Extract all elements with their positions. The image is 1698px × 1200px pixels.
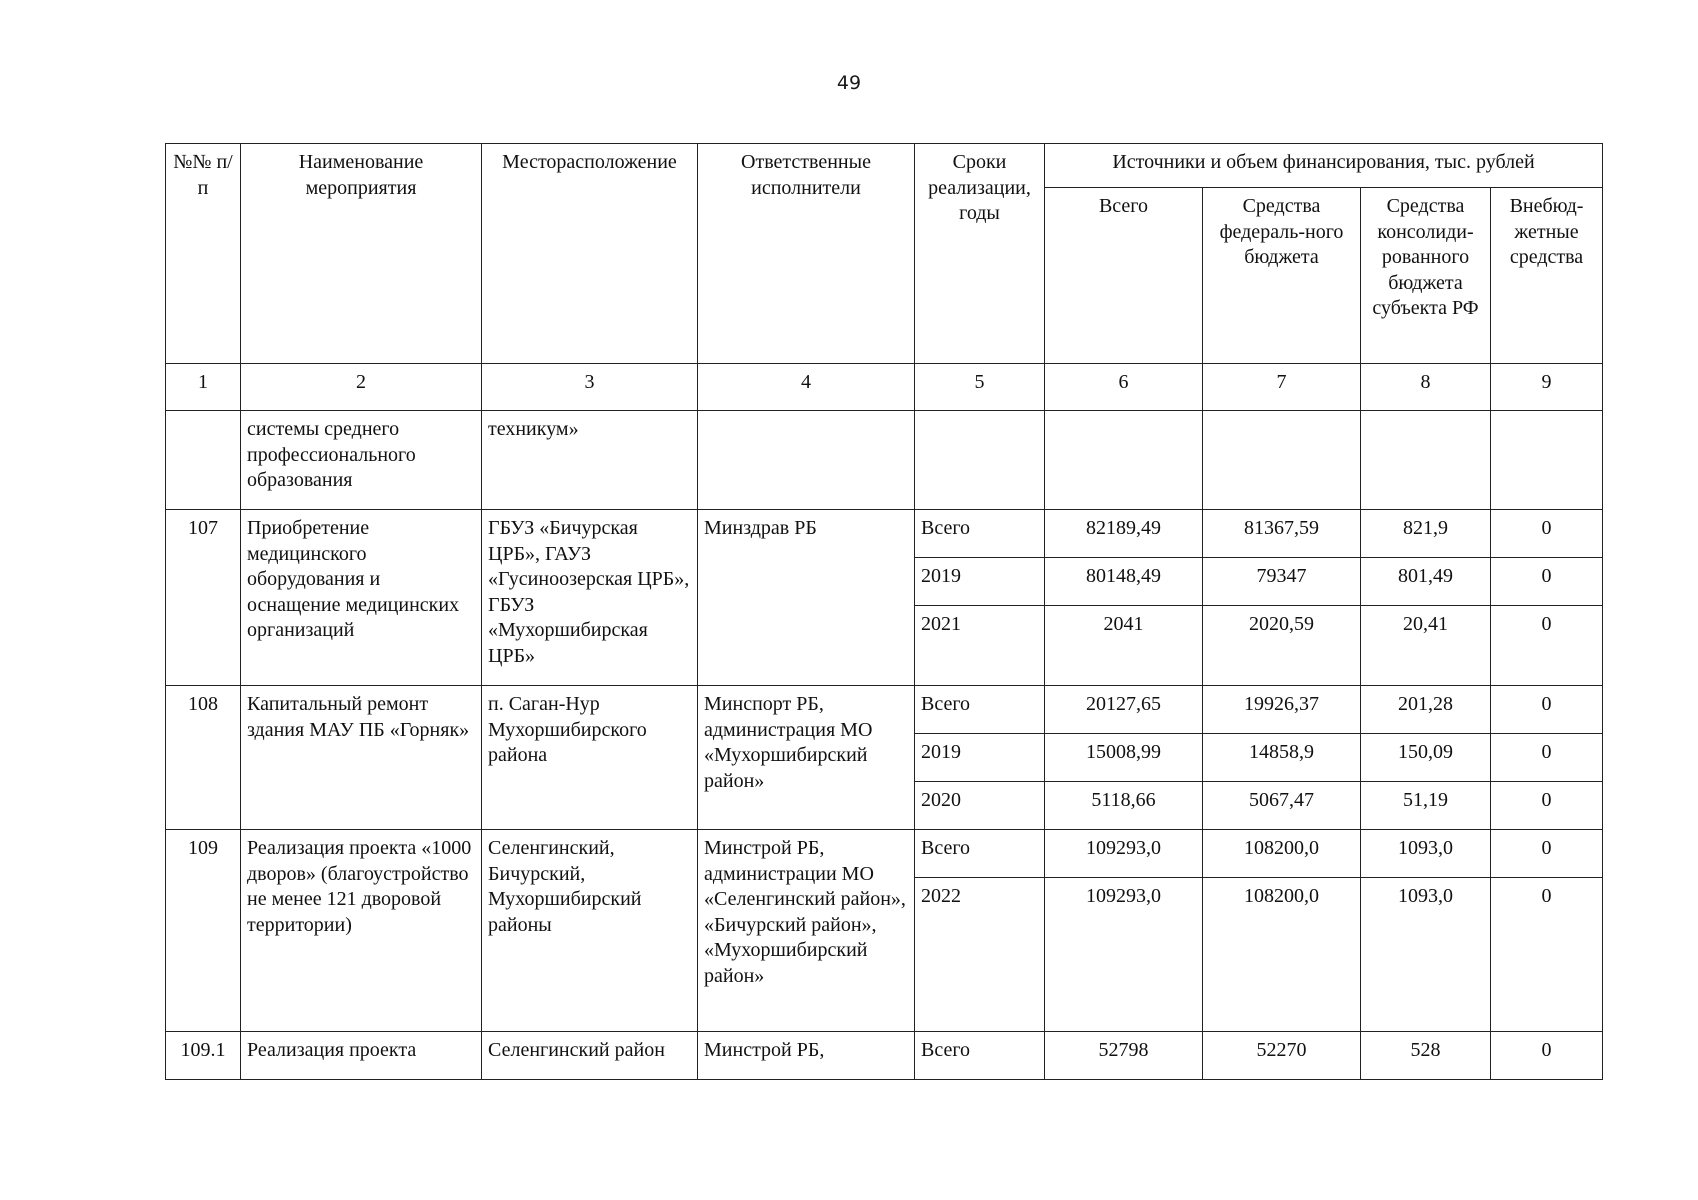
- row-period: Всего: [915, 686, 1045, 734]
- row-regional: 801,49: [1361, 558, 1491, 606]
- row-extra: 0: [1491, 878, 1603, 1032]
- row-regional: 528: [1361, 1032, 1491, 1080]
- column-number: 9: [1491, 364, 1603, 411]
- row-extra: 0: [1491, 734, 1603, 782]
- header-location: Месторасположение: [482, 144, 698, 364]
- row-federal: 52270: [1203, 1032, 1361, 1080]
- table-row-109-1: [166, 1032, 1603, 1080]
- column-number: 3: [482, 364, 698, 411]
- row-executors: Минстрой РБ, администрации МО «Селенгинский район», «Бичурский район», «Мухоршибирский район»: [698, 830, 915, 1032]
- column-number: 6: [1045, 364, 1203, 411]
- continuation-executors: [698, 411, 915, 510]
- column-number: 8: [1361, 364, 1491, 411]
- row-period: 2020: [915, 782, 1045, 830]
- row-total: 52798: [1045, 1032, 1203, 1080]
- row-regional: 51,19: [1361, 782, 1491, 830]
- column-number: 7: [1203, 364, 1361, 411]
- table-row-109: [166, 830, 1603, 878]
- row-extra: 0: [1491, 558, 1603, 606]
- row-regional: 821,9: [1361, 510, 1491, 558]
- row-extra: 0: [1491, 782, 1603, 830]
- row-period: 2019: [915, 734, 1045, 782]
- header-regional: Средства консолиди-рованного бюджета субъекта РФ: [1361, 188, 1491, 364]
- row-total: 20127,65: [1045, 686, 1203, 734]
- row-name: Реализация проекта: [241, 1032, 482, 1080]
- header-extrabudgetary: Внебюд-жетные средства: [1491, 188, 1603, 364]
- row-regional: 20,41: [1361, 606, 1491, 686]
- continuation-total: [1045, 411, 1203, 510]
- row-period: Всего: [915, 510, 1045, 558]
- row-regional: 1093,0: [1361, 830, 1491, 878]
- row-name: Капитальный ремонт здания МАУ ПБ «Горняк»: [241, 686, 482, 830]
- row-federal: 14858,9: [1203, 734, 1361, 782]
- page-number: 49: [836, 72, 862, 94]
- header-funding-group: Источники и объем финансирования, тыс. рублей: [1045, 144, 1603, 188]
- row-location: Селенгинский район: [482, 1032, 698, 1080]
- row-total: 5118,66: [1045, 782, 1203, 830]
- row-regional: 1093,0: [1361, 878, 1491, 1032]
- row-regional: 201,28: [1361, 686, 1491, 734]
- row-number: 109.1: [166, 1032, 241, 1080]
- row-number: 109: [166, 830, 241, 1032]
- row-executors: Минздрав РБ: [698, 510, 915, 686]
- column-number: 2: [241, 364, 482, 411]
- header-number: №№ п/п: [166, 144, 241, 364]
- continuation-row: [166, 411, 1603, 510]
- funding-table: [165, 143, 1603, 1080]
- row-executors: Минстрой РБ,: [698, 1032, 915, 1080]
- row-total: 109293,0: [1045, 878, 1203, 1032]
- continuation-extra: [1491, 411, 1603, 510]
- row-regional: 150,09: [1361, 734, 1491, 782]
- row-location: ГБУЗ «Бичурская ЦРБ», ГАУЗ «Гусиноозерская ЦРБ», ГБУЗ «Мухоршибирская ЦРБ»: [482, 510, 698, 686]
- row-federal: 79347: [1203, 558, 1361, 606]
- row-total: 109293,0: [1045, 830, 1203, 878]
- row-extra: 0: [1491, 606, 1603, 686]
- column-number: 1: [166, 364, 241, 411]
- column-number: 4: [698, 364, 915, 411]
- row-extra: 0: [1491, 686, 1603, 734]
- column-number: 5: [915, 364, 1045, 411]
- row-federal: 19926,37: [1203, 686, 1361, 734]
- row-total: 82189,49: [1045, 510, 1203, 558]
- header-periods: Сроки реализации, годы: [915, 144, 1045, 364]
- row-total: 80148,49: [1045, 558, 1203, 606]
- row-number: 108: [166, 686, 241, 830]
- row-total: 2041: [1045, 606, 1203, 686]
- row-period: 2019: [915, 558, 1045, 606]
- header-federal: Средства федераль-ного бюджета: [1203, 188, 1361, 364]
- row-total: 15008,99: [1045, 734, 1203, 782]
- continuation-number: [166, 411, 241, 510]
- row-location: п. Саган-Нур Мухоршибирского района: [482, 686, 698, 830]
- continuation-federal: [1203, 411, 1361, 510]
- row-federal: 81367,59: [1203, 510, 1361, 558]
- row-extra: 0: [1491, 830, 1603, 878]
- row-name: Реализация проекта «1000 дворов» (благоустройство не менее 121 дворовой территории): [241, 830, 482, 1032]
- row-federal: 2020,59: [1203, 606, 1361, 686]
- row-period: Всего: [915, 1032, 1045, 1080]
- continuation-name: системы среднего профессионального образования: [241, 411, 482, 510]
- header-total: Всего: [1045, 188, 1203, 364]
- continuation-regional: [1361, 411, 1491, 510]
- header-name: Наименование мероприятия: [241, 144, 482, 364]
- row-period: 2021: [915, 606, 1045, 686]
- header-executors: Ответственные исполнители: [698, 144, 915, 364]
- row-location: Селенгинский, Бичурский, Мухоршибирский районы: [482, 830, 698, 1032]
- header-row-1: [166, 144, 1603, 188]
- row-extra: 0: [1491, 510, 1603, 558]
- continuation-period: [915, 411, 1045, 510]
- row-period: Всего: [915, 830, 1045, 878]
- row-number: 107: [166, 510, 241, 686]
- table-row-108: [166, 686, 1603, 734]
- continuation-location: техникум»: [482, 411, 698, 510]
- row-federal: 5067,47: [1203, 782, 1361, 830]
- row-name: Приобретение медицинского оборудования и оснащение медицинских организаций: [241, 510, 482, 686]
- row-federal: 108200,0: [1203, 830, 1361, 878]
- column-number-row: [166, 364, 1603, 411]
- row-period: 2022: [915, 878, 1045, 1032]
- row-federal: 108200,0: [1203, 878, 1361, 1032]
- row-executors: Минспорт РБ, администрация МО «Мухоршибирский район»: [698, 686, 915, 830]
- row-extra: 0: [1491, 1032, 1603, 1080]
- table-row-107: [166, 510, 1603, 558]
